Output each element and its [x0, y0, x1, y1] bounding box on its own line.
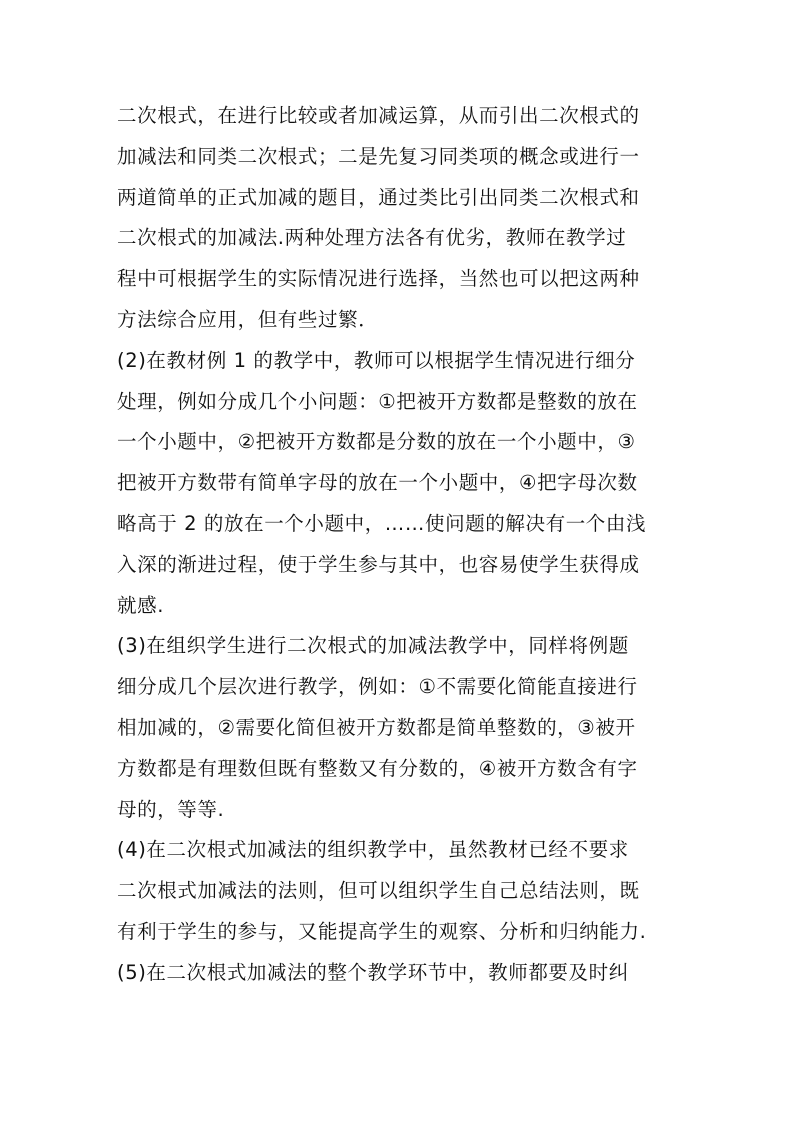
text-line: 二次根式加减法的法则，但可以组织学生自己总结法则，既 [117, 879, 640, 903]
text-line: 方法综合应用，但有些过繁． [117, 307, 379, 331]
text-line: 母的，等等. [117, 797, 225, 821]
text-line: 处理，例如分成几个小问题：①把被开方数都是整数的放在 [117, 389, 638, 413]
text-line: 把被开方数带有简单字母的放在一个小题中，④把字母次数 [117, 471, 638, 495]
text-line: 方数都是有理数但既有整数又有分数的，④被开方数含有字 [117, 756, 638, 780]
text-line: 就感. [117, 593, 164, 617]
text-line: (2)在教材例 1 的教学中，教师可以根据学生情况进行细分 [117, 348, 636, 372]
text-line: 两道简单的正式加减的题目，通过类比引出同类二次根式和 [117, 185, 640, 209]
text-line: 入深的渐进过程，使于学生参与其中，也容易使学生获得成 [117, 552, 640, 576]
text-line: 二次根式的加减法.两种处理方法各有优劣，教师在教学过 [117, 226, 627, 250]
text-line: 加减法和同类二次根式；二是先复习同类项的概念或进行一 [117, 144, 640, 168]
text-line: 一个小题中，②把被开方数都是分数的放在一个小题中，③ [117, 430, 636, 454]
text-line: 相加减的，②需要化简但被开方数都是简单整数的，③被开 [117, 715, 636, 739]
text-line: 程中可根据学生的实际情况进行选择，当然也可以把这两种 [117, 267, 640, 291]
text-line: 略高于 2 的放在一个小题中，……使问题的解决有一个由浅 [117, 511, 647, 535]
text-line: 有利于学生的参与，又能提高学生的观察、分析和归纳能力. [117, 919, 647, 943]
text-line: (4)在二次根式加减法的组织教学中，虽然教材已经不要求 [117, 838, 629, 862]
text-line: 细分成几个层次进行教学，例如：①不需要化简能直接进行 [117, 675, 638, 699]
text-line: (3)在组织学生进行二次根式的加减法教学中，同样将例题 [117, 634, 629, 658]
text-line: (5)在二次根式加减法的整个教学环节中，教师都要及时纠 [117, 960, 629, 984]
body-text [117, 96, 697, 994]
text-line: 二次根式，在进行比较或者加减运算，从而引出二次根式的 [117, 104, 640, 127]
